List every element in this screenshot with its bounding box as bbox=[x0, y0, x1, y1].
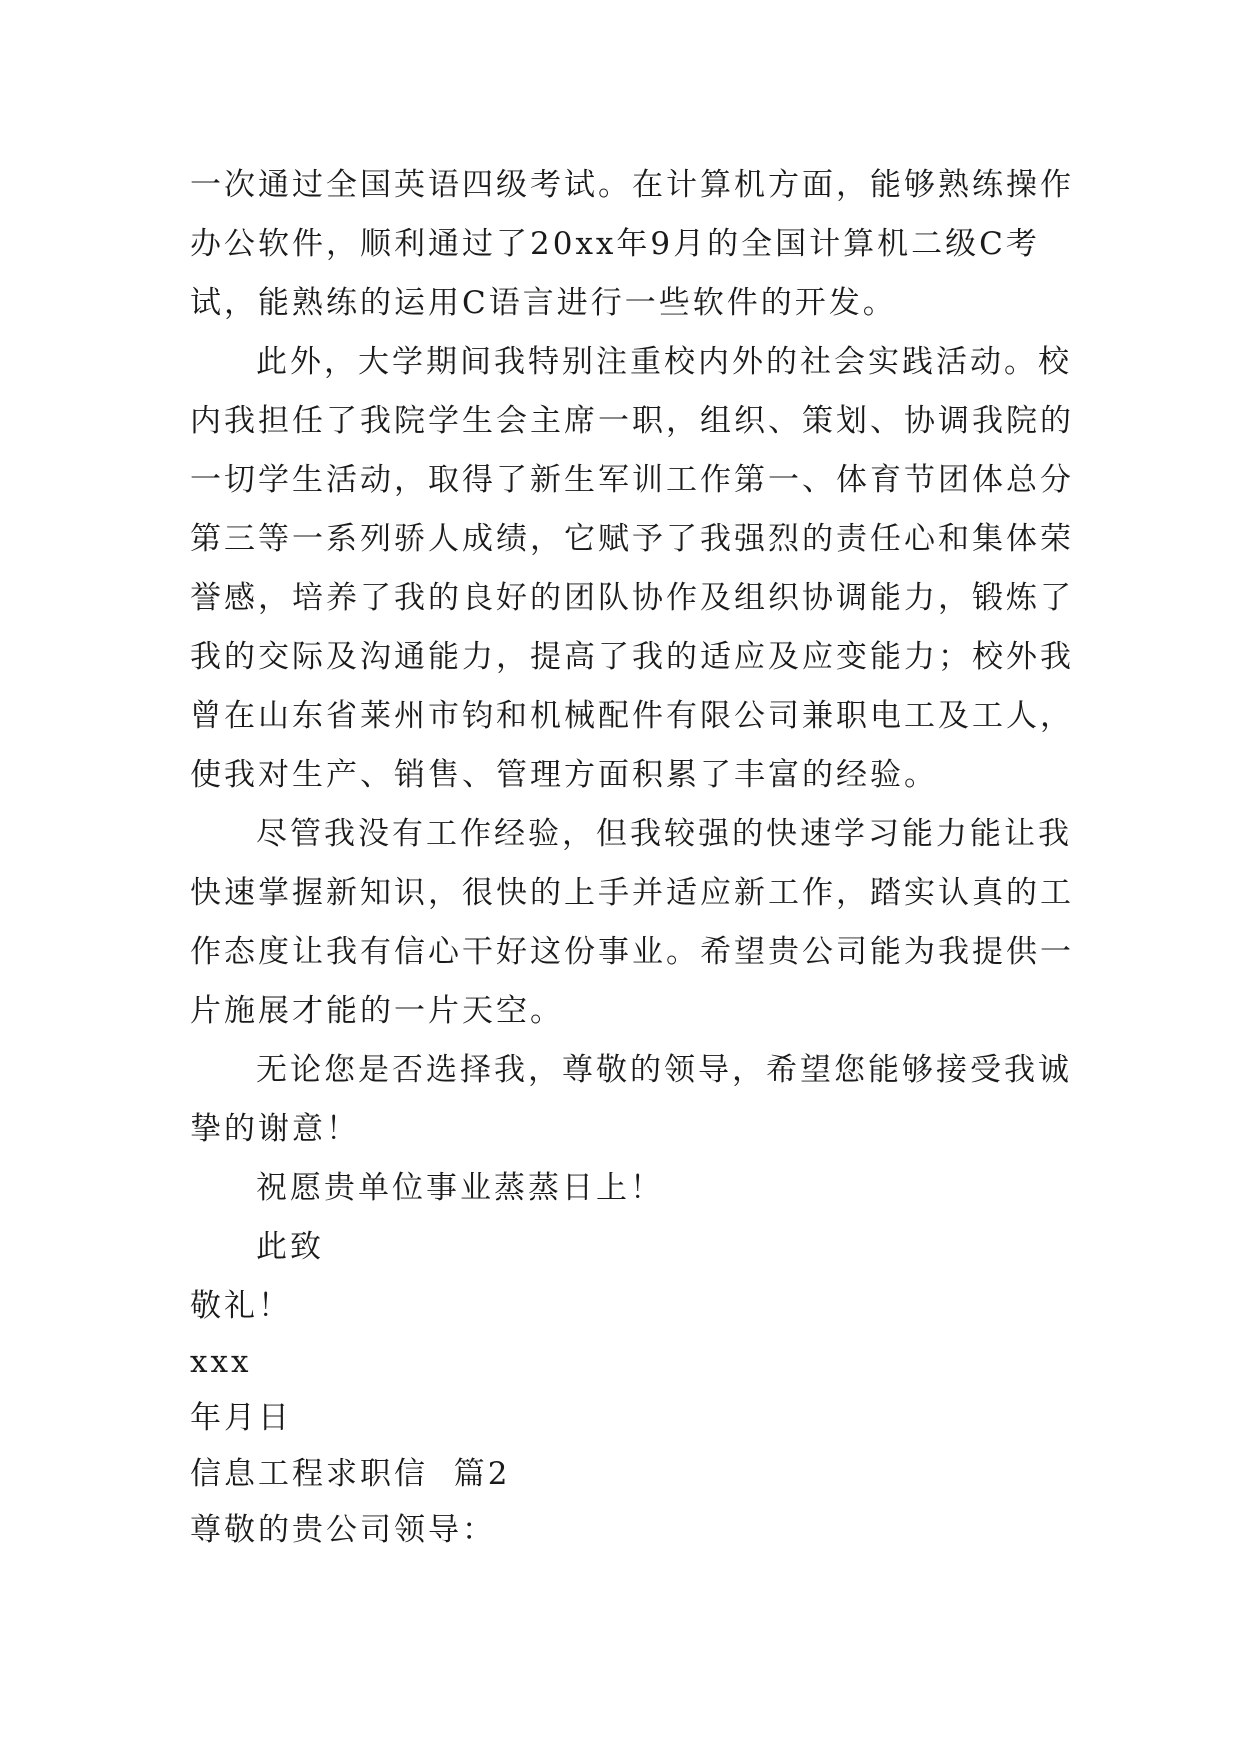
section-title: 信息工程求职信 篇2 bbox=[190, 1456, 511, 1492]
paragraph-practice bbox=[190, 333, 1074, 805]
text-line: 快速掌握新知识，很快的上手并适应新工作，踏实认真的工 bbox=[190, 875, 1074, 911]
text-line: 使我对生产、销售、管理方面积累了丰富的经验。 bbox=[190, 757, 938, 793]
paragraph-education bbox=[190, 156, 1074, 333]
salutation: 尊敬的贵公司领导： bbox=[190, 1512, 496, 1548]
text-line: 曾在山东省莱州市钧和机械配件有限公司兼职电工及工人， bbox=[190, 698, 1074, 734]
text-line: 挚的谢意！ bbox=[190, 1111, 360, 1147]
paragraph-learning bbox=[190, 805, 1074, 1041]
text-line: 第三等一系列骄人成绩，它赋予了我强烈的责任心和集体荣 bbox=[190, 521, 1074, 557]
wish-line: 祝愿贵单位事业蒸蒸日上！ bbox=[256, 1170, 664, 1206]
text-line: 一次通过全国英语四级考试。在计算机方面，能够熟练操作 bbox=[190, 167, 1074, 203]
text-line: 尽管我没有工作经验，但我较强的快速学习能力能让我 bbox=[256, 816, 1072, 852]
text-line: 片施展才能的一片天空。 bbox=[190, 993, 564, 1029]
closing-jing-li: 敬礼！ bbox=[190, 1288, 292, 1324]
paragraph-thanks bbox=[190, 1041, 1072, 1159]
text-line: 办公软件，顺利通过了20xx年9月的全国计算机二级C考 bbox=[190, 226, 1040, 262]
text-line: 试，能熟练的运用C语言进行一些软件的开发。 bbox=[190, 285, 897, 321]
text-line: 誉感，培养了我的良好的团队协作及组织协调能力，锻炼了 bbox=[190, 580, 1074, 616]
text-line: 一切学生活动，取得了新生军训工作第一、体育节团体总分 bbox=[190, 462, 1074, 498]
text-line: 无论您是否选择我，尊敬的领导，希望您能够接受我诚 bbox=[256, 1052, 1072, 1088]
closing-ci-zhi: 此致 bbox=[256, 1229, 324, 1265]
text-line: 作态度让我有信心干好这份事业。希望贵公司能为我提供一 bbox=[190, 934, 1074, 970]
text-line: 此外，大学期间我特别注重校内外的社会实践活动。校 bbox=[256, 344, 1072, 380]
text-line: 内我担任了我院学生会主席一职，组织、策划、协调我院的 bbox=[190, 403, 1074, 439]
text-line: 我的交际及沟通能力，提高了我的适应及应变能力；校外我 bbox=[190, 639, 1074, 675]
letter-body bbox=[190, 156, 1074, 1557]
date-line: 年月日 bbox=[190, 1400, 292, 1436]
signature: xxx bbox=[190, 1344, 252, 1380]
